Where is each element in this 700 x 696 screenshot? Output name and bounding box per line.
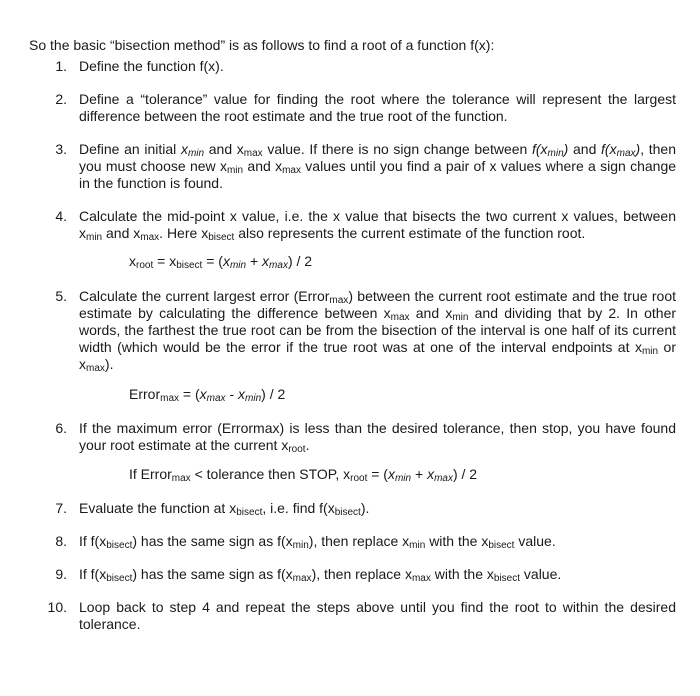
step-number: 9. [55,566,67,582]
x-bisect-term: xbisect [99,533,133,551]
step-number: 8. [55,533,67,549]
x-max-term: xmax [133,225,160,243]
step-10 [29,599,676,633]
step-number: 5. [55,288,67,304]
x-min-term: xmin [219,158,244,176]
x-bisect-term: xbisect [229,500,263,518]
step-number: 6. [55,420,67,436]
step-8: 8. If f(xbisect) has the same sign as f(xmin), then replace xmin with the xbisect value. [29,533,676,550]
step-text: Loop back to step 4 and repeat the steps above until you find the root to within the desired tolerance. [79,599,676,632]
step-5: 5. Calculate the current largest error (Errormax) between the current root estimate and the true root estimate by calculating the difference between xmax and xmin and dividing that by 2. In other words, the farthest the true root can be from the bisection of the interval is one half of its current width (which would be the error if the true root was at one of the interval endpoints at xmin or xmax). Errormax = (xmax - xmin) / 2 [29,288,676,403]
x-bisect-term: xbisect [327,500,361,518]
x-min-term: xmin [79,225,103,243]
step-number: 10. [47,599,67,615]
x-max-term: xmax [236,141,263,159]
f-x-max-term: f(xmax) [601,141,641,159]
x-min-term: xmin [285,533,309,551]
x-bisect-term: xbisect [201,225,235,243]
step-text: Define a “tolerance” value for finding the root where the tolerance will represent the largest difference between the root estimate and the true root of the function. [79,91,676,124]
x-root-term: xroot [281,437,306,455]
x-bisect-term: xbisect [486,566,521,584]
x-max-term: xmax [383,305,410,323]
step-4: 4. Calculate the mid-point x value, i.e. the x value that bisects the two current x values, between xmin and xmax. Here xbisect also represents the current estimate of the function root. xroot = xbisect = (xmin + xmax) / 2 [29,208,676,270]
step-number: 4. [55,208,67,224]
step-2 [29,91,676,125]
step-number: 7. [55,500,67,516]
x-max-term: xmax [79,356,105,374]
x-max-term: xmax [404,566,431,584]
step-number: 2. [55,91,67,107]
step-3: 3. Define an initial xmin and xmax value. If there is no sign change between f(xmin) and f(xmax), then you must choose new xmin and xmax values until you find a pair of x values where a sign change in the function is found. [29,141,676,192]
bisection-steps-list [29,58,676,633]
step-9: 9. If f(xbisect) has the same sign as f(xmax), then replace xmax with the xbisect value. [29,566,676,583]
x-max-term: xmax [285,566,312,584]
step-number: 1. [55,58,67,74]
step-7: 7. Evaluate the function at xbisect, i.e. find f(xbisect). [29,500,676,517]
f-x-min-term: f(xmin) [531,141,569,159]
x-bisect-term: xbisect [99,566,133,584]
x-bisect-term: xbisect [481,533,515,551]
step-6: 6. If the maximum error (Errormax) is less than the desired tolerance, then stop, you have found your root estimate at the current xroot. If Errormax < tolerance then STOP, xroot = (xmin + xmax) / 2 [29,420,676,483]
formula-x-root: xroot = xbisect = (xmin + xmax) / 2 [129,253,313,271]
x-max-term: xmax [275,158,301,176]
step-1 [29,58,676,75]
x-min-term: xmin [180,141,205,159]
x-min-term: xmin [634,339,659,357]
formula-stop-condition: If Errormax < tolerance then STOP, xroot = (xmin + xmax) / 2 [129,466,478,484]
step-text: Define the function f(x). [79,58,224,74]
step-number: 3. [55,141,67,157]
intro-paragraph: So the basic “bisection method” is as follows to find a root of a function f(x): [29,37,495,53]
formula-error-max: Errormax = (xmax - xmin) / 2 [129,386,286,404]
x-min-term: xmin [402,533,426,551]
x-min-term: xmin [445,305,469,323]
